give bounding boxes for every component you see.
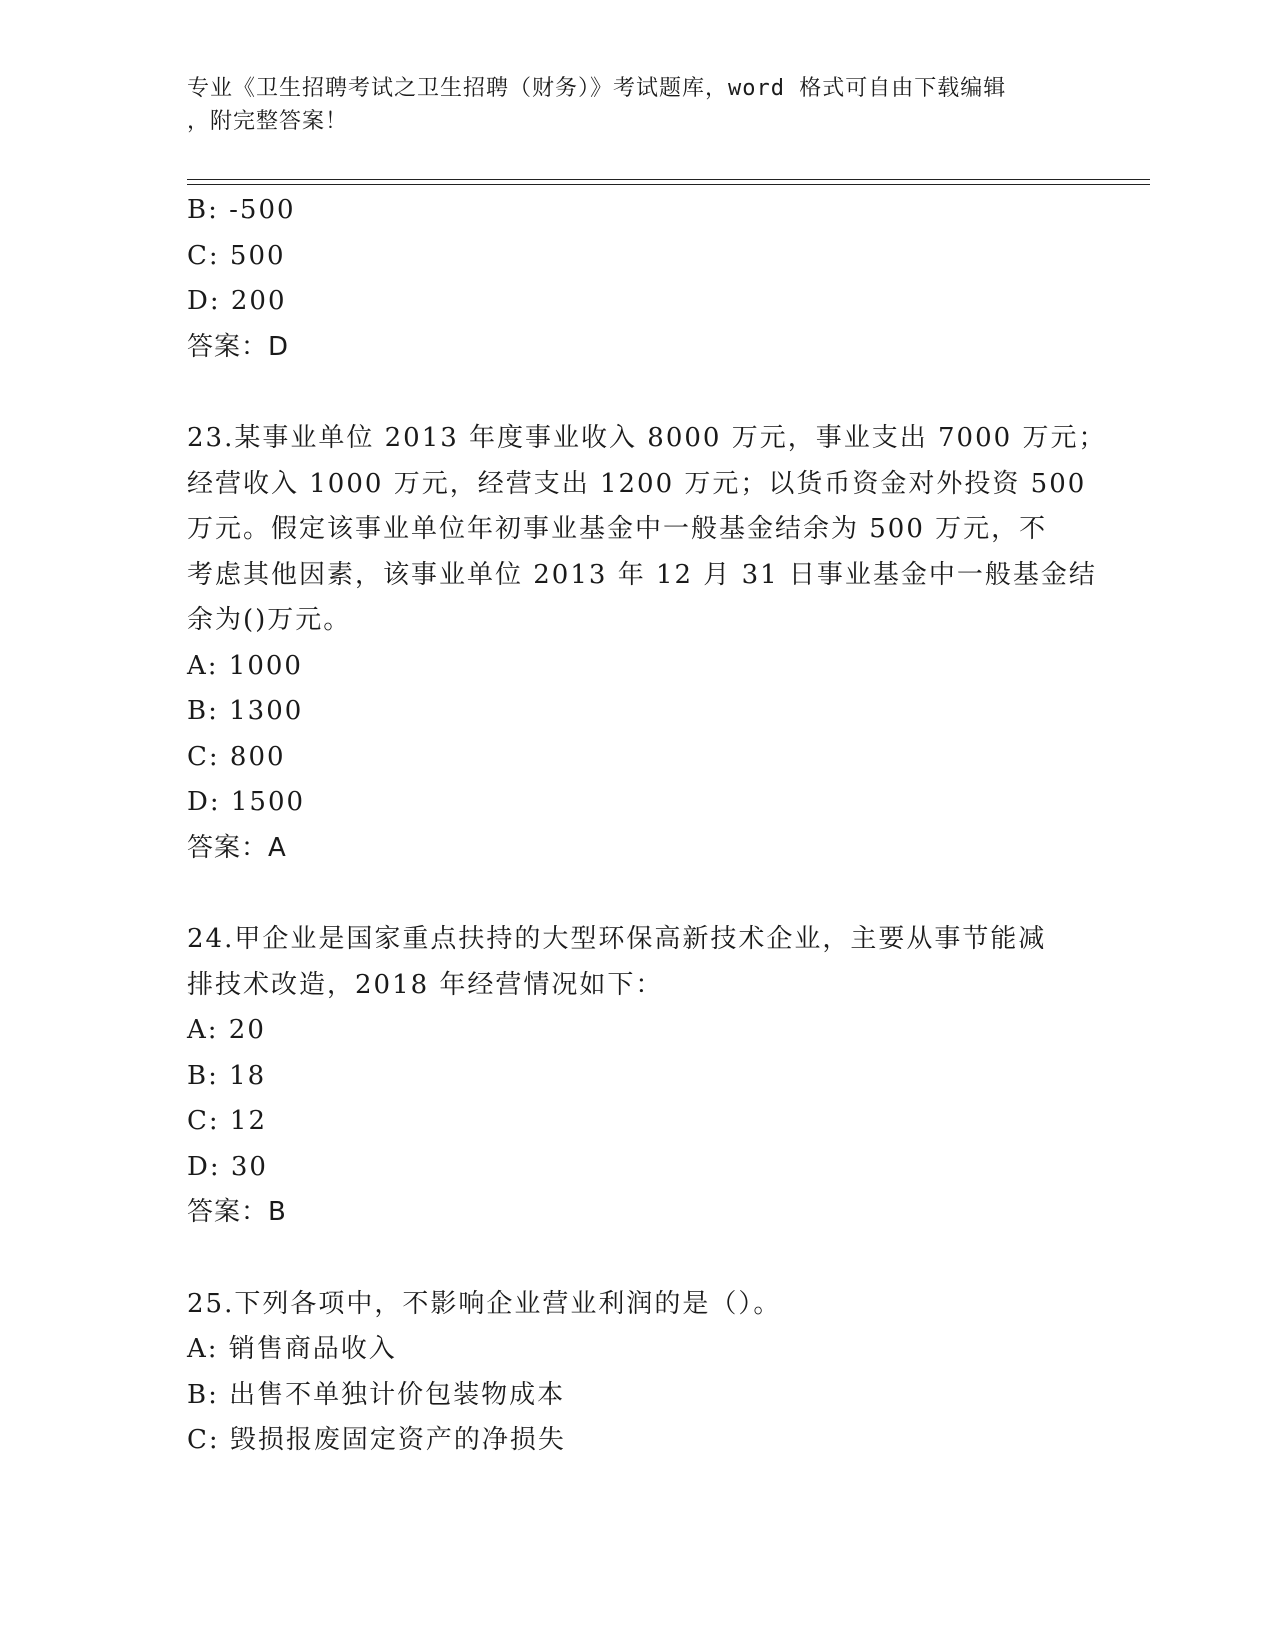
option-b: B: 出售不单独计价包装物成本 <box>187 1379 566 1410</box>
question-25 <box>187 1282 1087 1464</box>
question-stem-line: 23.某事业单位 2013 年度事业收入 8000 万元，事业支出 7000 万元； <box>187 423 1107 453</box>
option-a: A: 20 <box>187 1015 266 1045</box>
spacer <box>187 871 1087 917</box>
document-header <box>187 72 1067 138</box>
answer-line: 答案：D <box>187 331 290 362</box>
question-23 <box>187 416 1107 871</box>
option-c: C: 毁损报废固定资产的净损失 <box>187 1425 566 1455</box>
option-b: B: 1300 <box>187 696 304 726</box>
option-c: C: 12 <box>187 1106 268 1136</box>
spacer <box>187 370 1087 416</box>
question-stem-line: 排技术改造，2018 年经营情况如下： <box>187 969 664 1000</box>
answer-line: 答案：A <box>187 832 287 863</box>
question-24 <box>187 917 1087 1236</box>
answer-line: 答案：B <box>187 1197 287 1227</box>
question-stem-line: 万元。假定该事业单位年初事业基金中一般基金结余为 500 万元，不 <box>187 514 1048 544</box>
question-stem-line: 24.甲企业是国家重点扶持的大型环保高新技术企业，主要从事节能减 <box>187 924 1047 954</box>
option-d: D: 30 <box>187 1151 268 1182</box>
header-title-line-2: ，附完整答案！ <box>187 109 349 134</box>
question-stem-line: 25.下列各项中，不影响企业营业利润的是（）。 <box>187 1288 782 1319</box>
question-stem-line: 余为()万元。 <box>187 605 352 635</box>
option-d: D: 1500 <box>187 787 306 817</box>
option-a: A: 销售商品收入 <box>187 1334 397 1364</box>
question-stem-line: 考虑其他因素，该事业单位 2013 年 12 月 31 日事业基金中一般基金结 <box>187 559 1097 590</box>
option-c: C: 800 <box>187 741 286 772</box>
document-body <box>187 188 1107 1464</box>
question-22 <box>187 188 1087 370</box>
header-divider-top <box>187 179 1150 180</box>
spacer <box>187 1236 1087 1282</box>
option-a: A: 1000 <box>187 650 303 681</box>
header-title-line-1: 专业《卫生招聘考试之卫生招聘（财务）》考试题库，word 格式可自由下载编辑 <box>187 76 1007 101</box>
option-c: C: 500 <box>187 240 286 271</box>
header-divider-bottom <box>187 184 1150 185</box>
option-b: B: -500 <box>187 195 296 225</box>
option-d: D: 200 <box>187 286 287 316</box>
option-b: B: 18 <box>187 1060 267 1091</box>
question-stem-line: 经营收入 1000 万元，经营支出 1200 万元；以货币资金对外投资 500 <box>187 468 1087 499</box>
